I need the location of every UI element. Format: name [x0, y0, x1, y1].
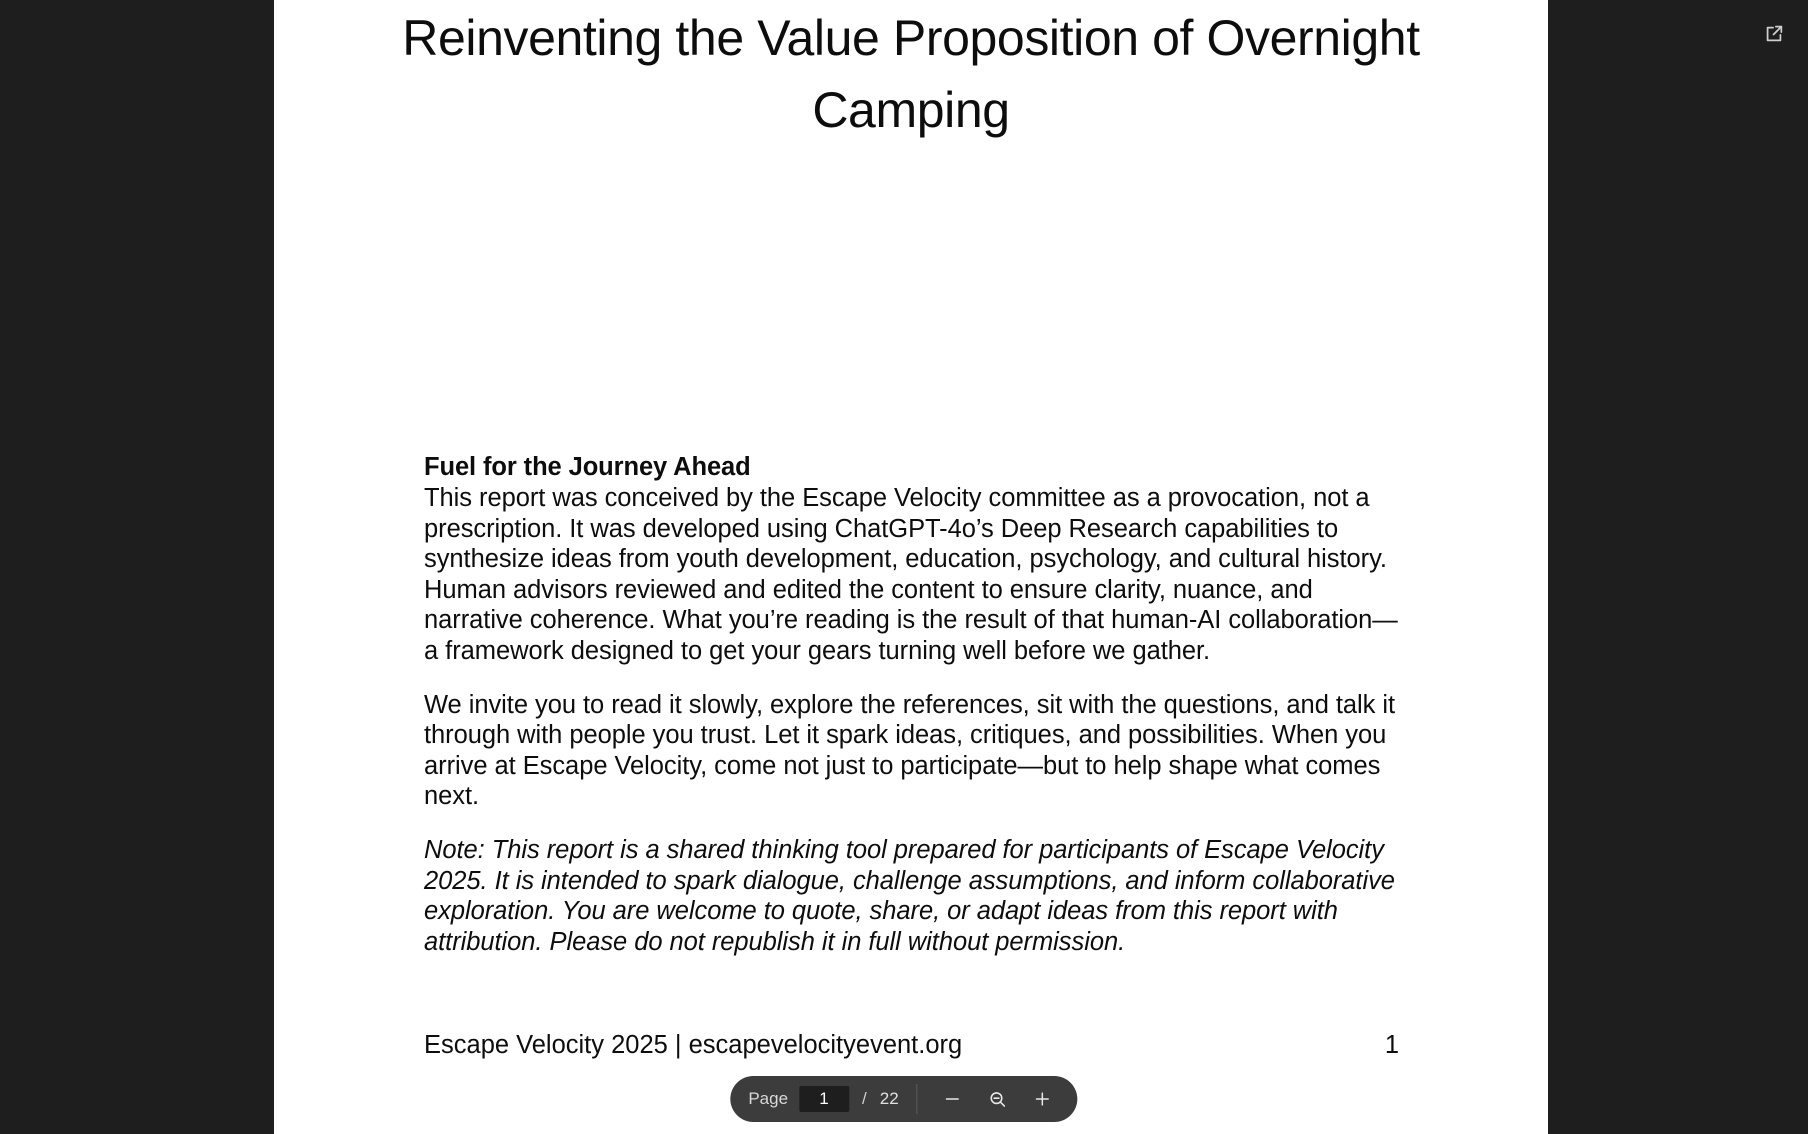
page-nav-group: [730, 1076, 916, 1122]
footer-page-number: 1: [1384, 1031, 1399, 1059]
magnifier-minus-icon: [987, 1089, 1008, 1110]
page-separator: /: [862, 1089, 867, 1108]
page-body: [424, 452, 1399, 957]
zoom-out-button[interactable]: [936, 1082, 970, 1116]
zoom-reset-button[interactable]: [981, 1082, 1015, 1116]
section-heading: Fuel for the Journey Ahead: [424, 453, 751, 481]
paragraph-2: We invite you to read it slowly, explore the references, sit with the questions, and talk it through with people you trust. Let it spark ideas, critiques, and possibilities. When you arrive at Escape Velocity, come not just to participate—but to help shape what comes next.: [424, 690, 1396, 811]
pdf-toolbar: [730, 1076, 1077, 1122]
zoom-in-button[interactable]: [1026, 1082, 1060, 1116]
page-title: Reinventing the Value Proposition of Overnight Camping: [402, 10, 1420, 138]
pdf-page: [274, 0, 1548, 1134]
zoom-controls-group: [918, 1076, 1078, 1122]
total-pages-label: 22: [879, 1089, 899, 1108]
minus-icon: [943, 1089, 963, 1109]
note-paragraph: Note: This report is a shared thinking tool prepared for participants of Escape Velocity 2025. It is intended to spark dialogue, challenge assumptions, and inform collaborative exploration. You are welcome to quote, share, or adapt ideas from this report with attribution. Please do not republish it in full without permission.: [424, 835, 1395, 956]
paragraph-1: This report was conceived by the Escape Velocity committee as a provocation, not a prescription. It was developed using ChatGPT-4o’s Deep Research capabilities to synthesize ideas from youth development, education, psychology, and cultural history. Human advisors reviewed and edited the content to ensure clarity, nuance, and narrative coherence. What you’re reading is the result of that human-AI collaboration—a framework designed to get your gears turning well before we gather.: [424, 484, 1398, 665]
page-number-input[interactable]: [799, 1086, 849, 1112]
plus-icon: [1033, 1089, 1053, 1109]
page-label: Page: [748, 1089, 789, 1108]
external-link-icon: [1763, 23, 1785, 45]
page-footer: [424, 1030, 1399, 1060]
footer-attribution: Escape Velocity 2025 | escapevelocityevent.org: [424, 1031, 963, 1059]
open-in-new-window-button[interactable]: [1754, 14, 1794, 54]
